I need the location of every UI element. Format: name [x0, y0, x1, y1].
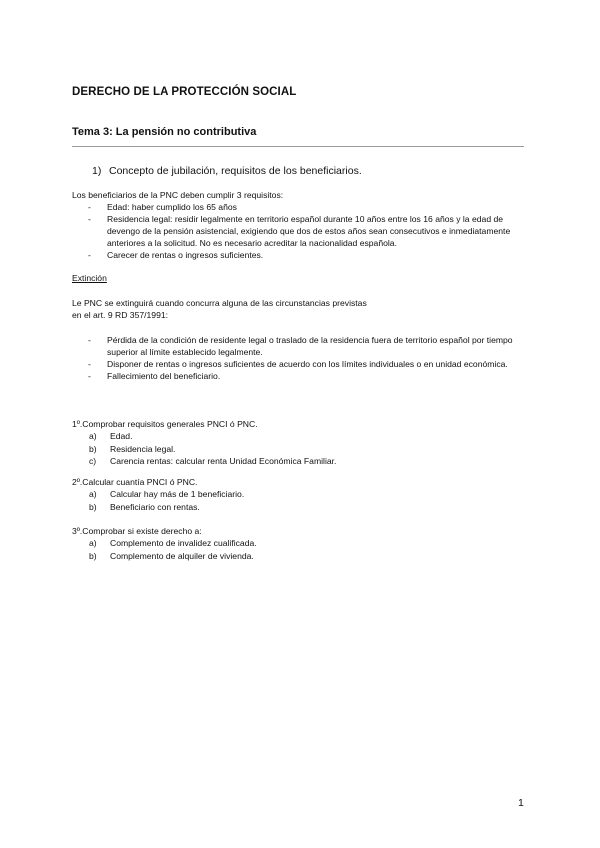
topic-title: Tema 3: La pensión no contributiva	[72, 126, 257, 138]
step-item: b) Beneficiario con rentas.	[89, 501, 200, 512]
step-block	[72, 418, 336, 467]
step-item: b) Complemento de alquiler de vivienda.	[89, 550, 254, 561]
step-item: b) Residencia legal.	[89, 443, 176, 454]
step-title: 3º.Comprobar si existe derecho a:	[72, 526, 202, 536]
extincion-list	[88, 334, 528, 382]
step-item: a) Complemento de invalidez cualificada.	[89, 538, 257, 549]
step-item: a) Edad.	[89, 431, 133, 442]
list-item: - Edad: haber cumplido los 65 años	[88, 202, 237, 212]
section-number: 1)	[92, 165, 102, 177]
step-item: c) Carencia rentas: calcular renta Unidad Económica Familiar.	[89, 455, 337, 466]
list-item: - Carecer de rentas o ingresos suficientes.	[88, 250, 264, 260]
paragraph-line: Le PNC se extinguirá cuando concurra alguna de las circunstancias previstas	[72, 298, 367, 308]
divider	[72, 146, 524, 147]
section-heading	[92, 165, 362, 177]
extincion-paragraph	[72, 297, 367, 321]
page-number: 1	[518, 797, 524, 809]
list-item: - Disponer de rentas o ingresos suficientes de acuerdo con los límites individuales o en unidad económica.	[88, 359, 508, 369]
step-title: 2º.Calcular cuantía PNCI ó PNC.	[72, 477, 198, 487]
step-block	[72, 525, 257, 562]
extincion-heading: Extinción	[72, 273, 107, 283]
paragraph-line: en el art. 9 RD 357/1991:	[72, 310, 169, 320]
requirements-list	[88, 201, 528, 261]
requirements-intro: Los beneficiarios de la PNC deben cumplir 3 requisitos:	[72, 190, 284, 200]
list-item: - Fallecimiento del beneficiario.	[88, 371, 221, 381]
step-item: a) Calcular hay más de 1 beneficiario.	[89, 489, 245, 500]
list-item: - Residencia legal: residir legalmente en territorio español durante 10 años entre los 16 años y la edad de devengo de la pensión asistencial, exigiendo que dos de estos años sean consecutivos e inmediatamente anteriores a la solicitud. No es necesario acreditar la nacionalidad española.	[88, 214, 511, 248]
document-title: DERECHO DE LA PROTECCIÓN SOCIAL	[72, 86, 297, 98]
step-title: 1º.Comprobar requisitos generales PNCI ó PNC.	[72, 419, 258, 429]
list-item: - Pérdida de la condición de residente legal o traslado de la residencia fuera de territorio español por tiempo superior al límite establecido legalmente.	[88, 335, 513, 357]
step-block	[72, 476, 244, 513]
section-heading-text: Concepto de jubilación, requisitos de los beneficiarios.	[109, 165, 362, 177]
